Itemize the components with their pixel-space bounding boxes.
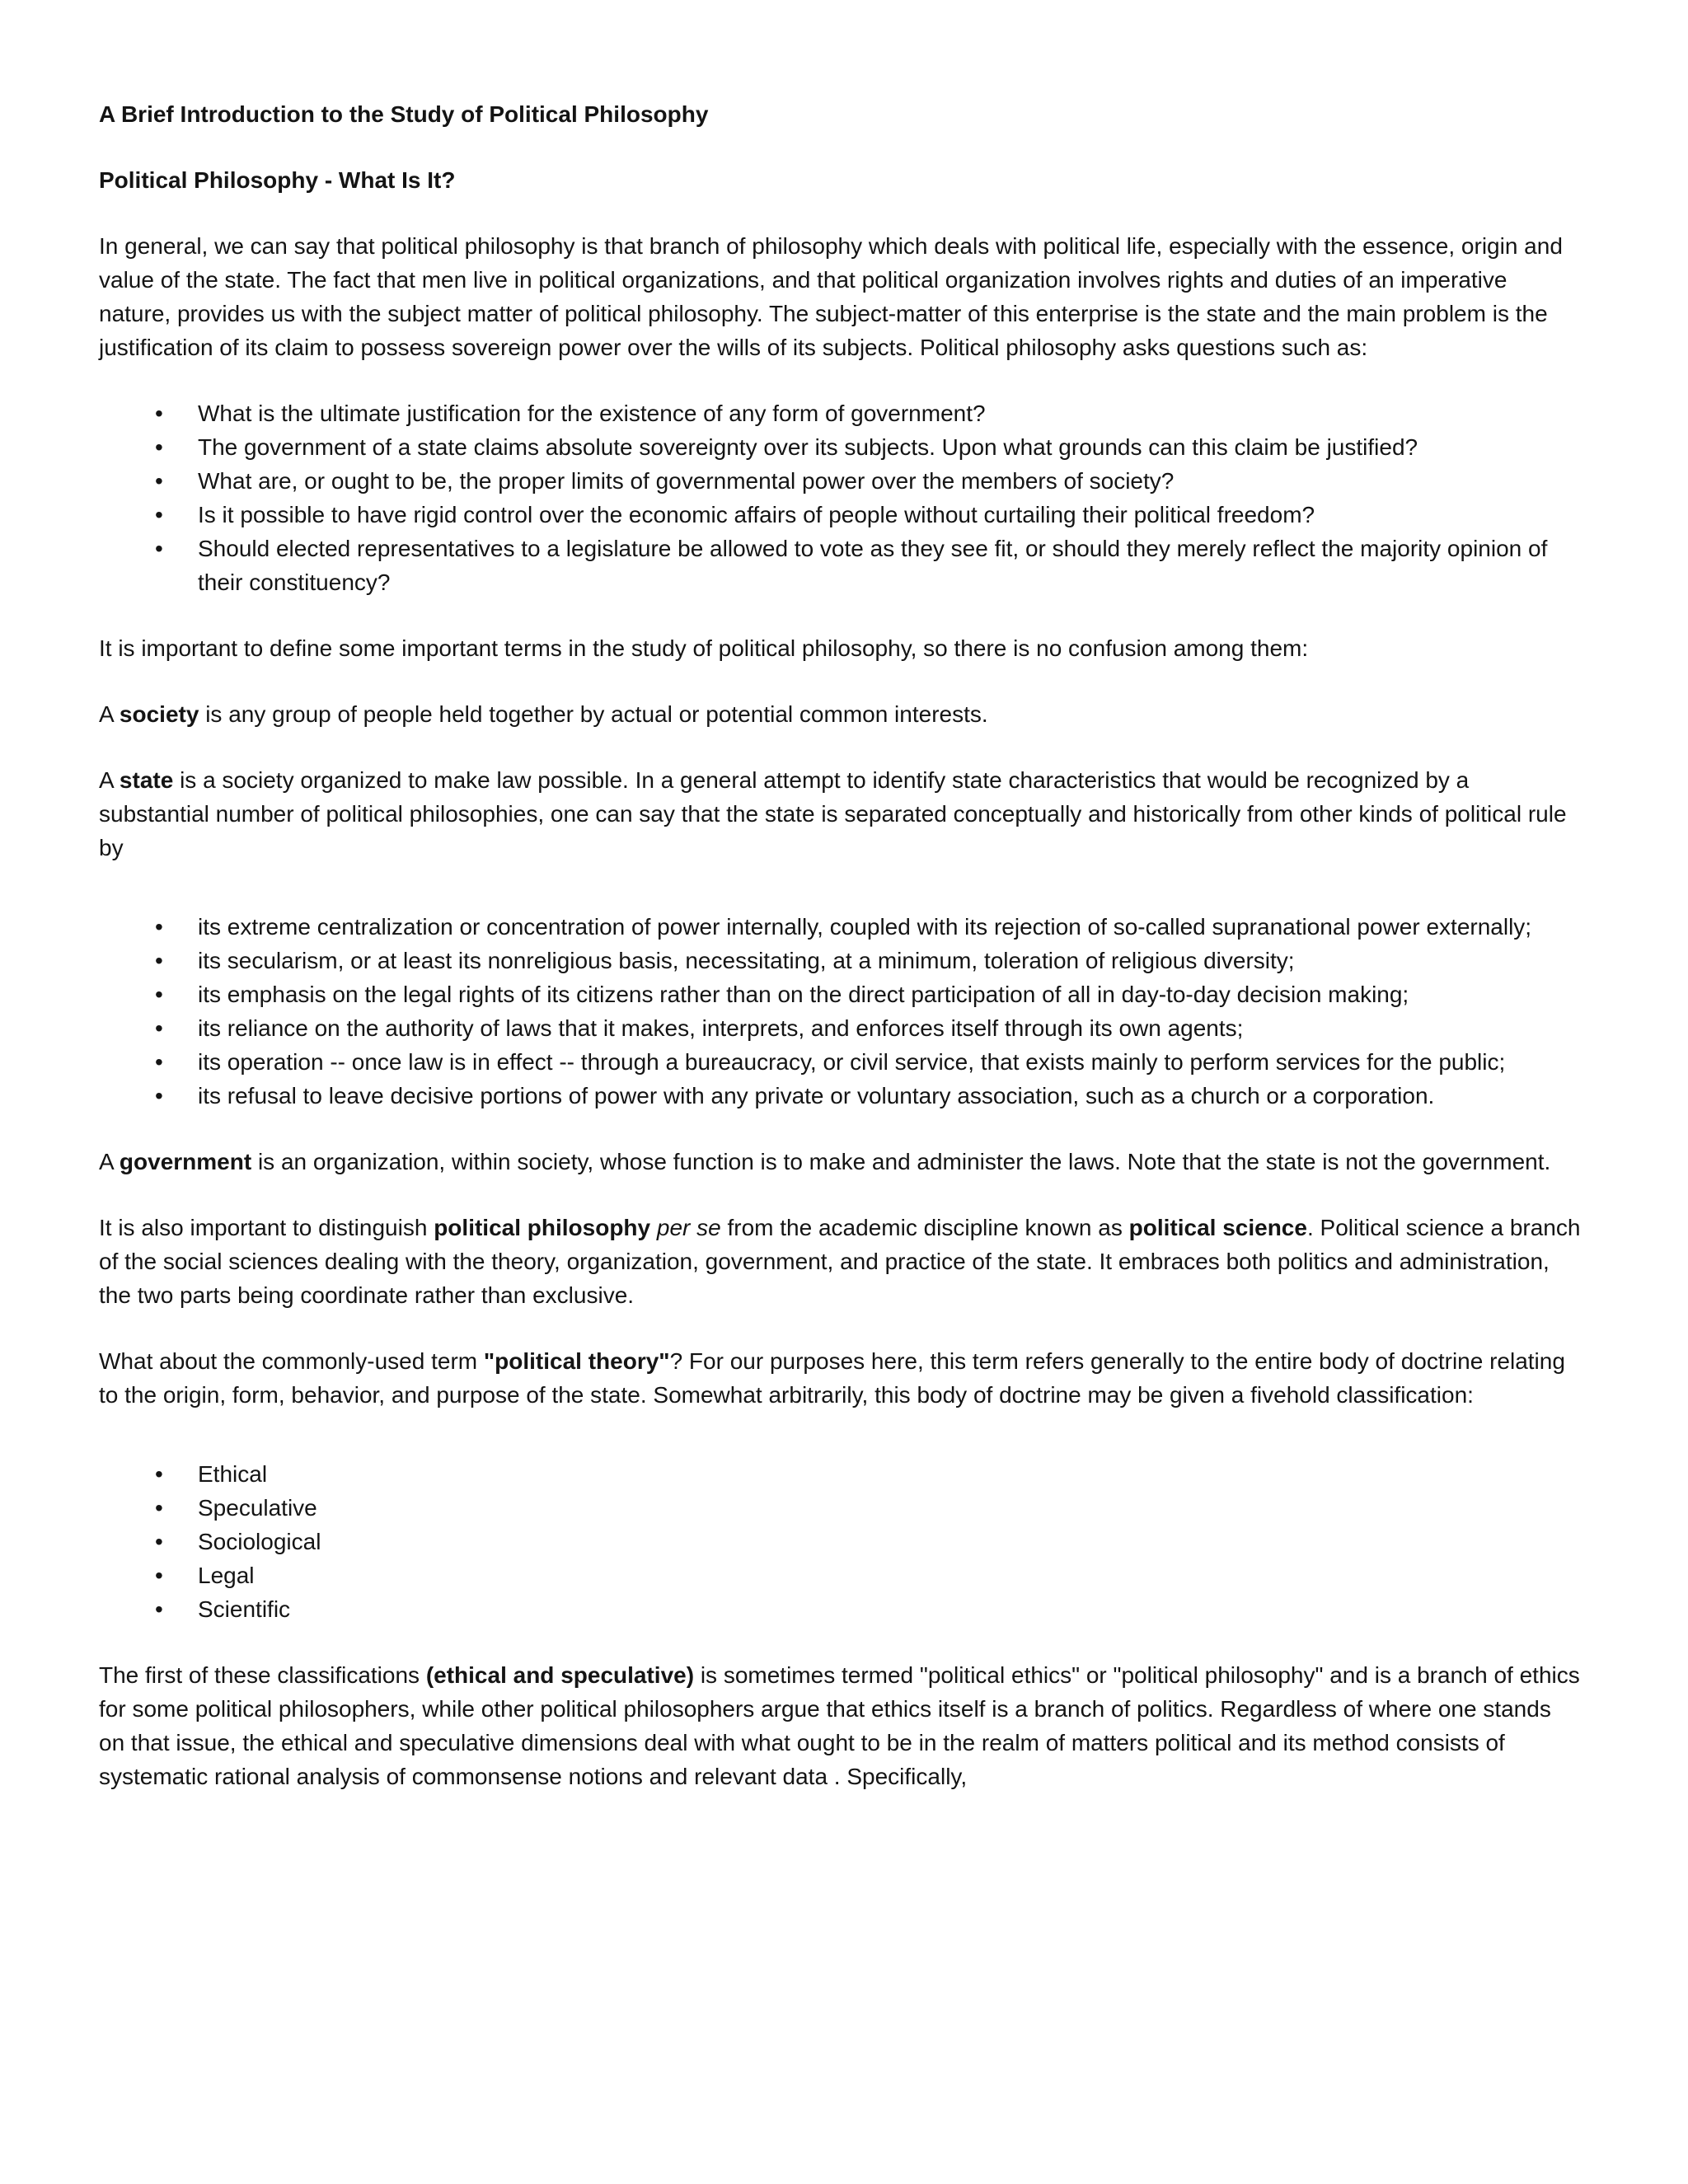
state-characteristics-list xyxy=(99,910,1582,1113)
term-society: society xyxy=(119,701,199,727)
article: A xyxy=(99,767,114,793)
term-political-theory: "political theory" xyxy=(483,1348,670,1374)
definition-text: is a society organized to make law possible. In a general attempt to identify state characteristics that would be recognized by a substantial number of political philosophies, one can say that the state is separated conceptually and historically from other kinds of political rule by xyxy=(99,767,1567,860)
list-item: • Legal xyxy=(198,1558,1582,1592)
paragraph-text: What about the commonly-used term xyxy=(99,1348,478,1374)
section-heading: Political Philosophy - What Is It? xyxy=(99,167,456,193)
paragraph-text: The first of these classifications xyxy=(99,1662,420,1688)
list-item: • Is it possible to have rigid control over the economic affairs of people without curtailing their political freedom? xyxy=(198,498,1582,532)
define-terms-paragraph: It is important to define some important terms in the study of political philosophy, so there is no confusion among them: xyxy=(99,635,1309,661)
paragraph-text: It is also important to distinguish xyxy=(99,1215,428,1240)
list-item: • its refusal to leave decisive portions of power with any private or voluntary association, such as a church or a corporation. xyxy=(198,1079,1582,1113)
document-body xyxy=(99,97,1582,1825)
list-item: • Scientific xyxy=(198,1592,1582,1626)
definition-text: is any group of people held together by actual or potential common interests. xyxy=(205,701,988,727)
list-item: • Ethical xyxy=(198,1457,1582,1491)
paragraph-text: from the academic discipline known as xyxy=(727,1215,1123,1240)
society-definition xyxy=(99,697,1582,731)
paragraph-text: . Political science a branch of the social sciences dealing with the theory, organization, government, and practice of the state. It embraces both politics and administration, the two parts being coordinate rather than exclusive. xyxy=(99,1215,1581,1308)
paragraph-text: is sometimes termed "political ethics" or "political philosophy" and is a branch of ethics for some political philosophers, while other political philosophers argue that ethics itself is a branch of politics. Regardless of where one stands on that issue, the ethical and speculative dimensions deal with what ought to be in the realm of matters political and its method consists of systematic rational analysis of commonsense notions and relevant data . Specifically, xyxy=(99,1662,1580,1789)
list-item: • What are, or ought to be, the proper limits of governmental power over the members of society? xyxy=(198,464,1582,498)
political-theory-paragraph xyxy=(99,1344,1582,1412)
list-item: • Sociological xyxy=(198,1525,1582,1558)
term-political-science: political science xyxy=(1128,1215,1307,1240)
political-science-paragraph xyxy=(99,1211,1582,1312)
list-item: • its reliance on the authority of laws that it makes, interprets, and enforces itself through its own agents; xyxy=(198,1011,1582,1045)
intro-paragraph: In general, we can say that political philosophy is that branch of philosophy which deals with political life, especially with the essence, origin and value of the state. The fact that men live in political organizations, and that political organization involves rights and duties of an imperative nature, provides us with the subject matter of political philosophy. The subject-matter of this enterprise is the state and the main problem is the justification of its claim to possess sovereign power over the wills of its subjects. Political philosophy asks questions such as: xyxy=(99,233,1563,360)
list-item: • Speculative xyxy=(198,1491,1582,1525)
classifications-list xyxy=(99,1457,1582,1626)
list-item: • its secularism, or at least its nonreligious basis, necessitating, at a minimum, toleration of religious diversity; xyxy=(198,944,1582,977)
italic-per-se: per se xyxy=(656,1215,721,1240)
government-definition xyxy=(99,1145,1582,1179)
questions-list xyxy=(99,396,1582,599)
article: A xyxy=(99,1149,114,1174)
term-political-philosophy: political philosophy xyxy=(434,1215,651,1240)
list-item: • Should elected representatives to a legislature be allowed to vote as they see fit, or should they merely reflect the majority opinion of their constituency? xyxy=(198,532,1582,599)
article: A xyxy=(99,701,114,727)
paragraph-text: ? For our purposes here, this term refers generally to the entire body of doctrine relating to the origin, form, behavior, and purpose of the state. Somewhat arbitrarily, this body of doctrine may be given a fivehold classification: xyxy=(99,1348,1565,1408)
closing-paragraph xyxy=(99,1658,1582,1793)
term-government: government xyxy=(119,1149,252,1174)
list-item: • its operation -- once law is in effect -- through a bureaucracy, or civil service, that exists mainly to perform services for the public; xyxy=(198,1045,1582,1079)
list-item: • its extreme centralization or concentration of power internally, coupled with its rejection of so-called supranational power externally; xyxy=(198,910,1582,944)
definition-text: is an organization, within society, whose function is to make and administer the laws. Note that the state is not the government. xyxy=(257,1149,1551,1174)
state-definition xyxy=(99,763,1582,865)
list-item: • The government of a state claims absolute sovereignty over its subjects. Upon what grounds can this claim be justified? xyxy=(198,430,1582,464)
term-ethical-speculative: (ethical and speculative) xyxy=(425,1662,695,1688)
list-item: • What is the ultimate justification for the existence of any form of government? xyxy=(198,396,1582,430)
term-state: state xyxy=(119,767,174,793)
document-title: A Brief Introduction to the Study of Political Philosophy xyxy=(99,101,709,127)
list-item: • its emphasis on the legal rights of its citizens rather than on the direct participation of all in day-to-day decision making; xyxy=(198,977,1582,1011)
